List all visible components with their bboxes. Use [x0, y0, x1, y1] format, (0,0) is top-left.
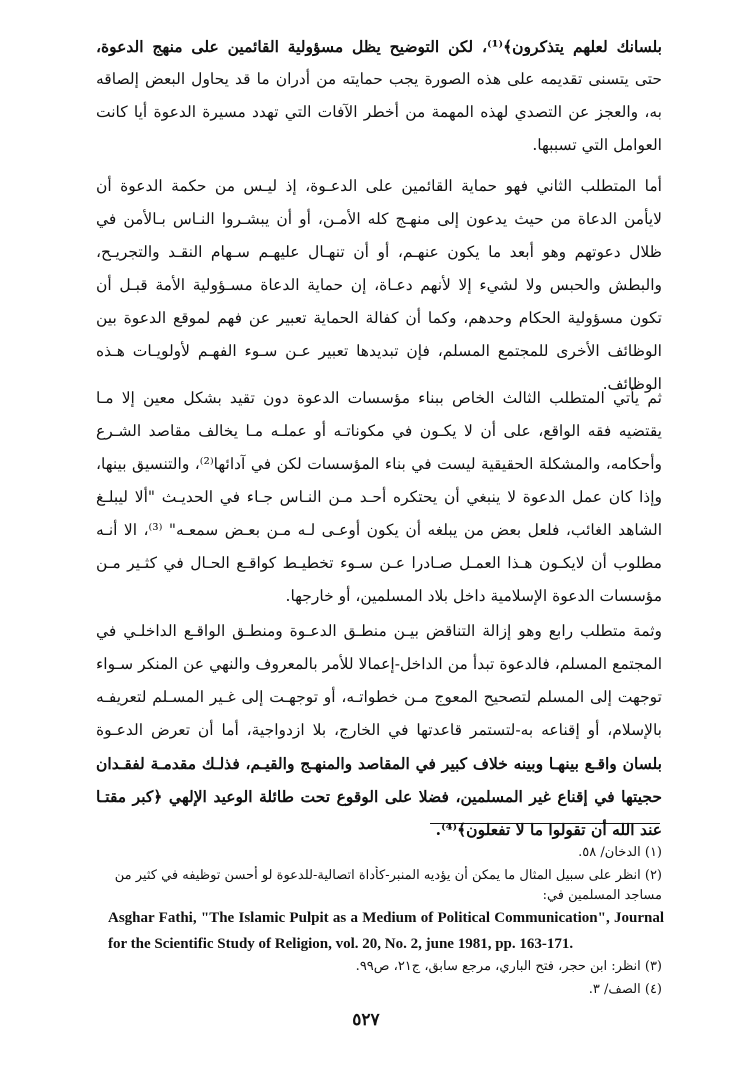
text-line: حجيتها في إقناع غير المسلمين، فضلا على الوقوع تحت طائلة الوعيد الإلهي ﴿كبر مقتـا: [96, 787, 662, 806]
text-line: به، والعجز عن التصدي لهذه المهمة من أخطر الآفات التي تهدد مسيرة الدعوة أيا كانت: [96, 103, 662, 121]
text-line: أما المتطلب الثاني فهو حماية القائمين على الدعـوة، إذ ليـس من حكمة الدعوة أن: [96, 177, 662, 195]
footnote-2-reference-line-1: Asghar Fathi, "The Islamic Pulpit as a Medium of Political Communication", Journal: [108, 910, 664, 926]
text-line: الشاهد الغائب، فلعل بعض من يبلغه أن يكون أوعـى لـه مـن بعـض سمعـه" ⁽³⁾، الا أنـه: [96, 521, 662, 539]
text-line: وإذا كان عمل الدعوة لا ينبغي أن يحتكره أحـد مـن النـاس جـاء في الحديـث "ألا ليبلـغ: [96, 488, 662, 506]
text-line: توجهت إلى المسلم لتصحيح المعوج مـن خطواتـه، أو توجهـت إلى غـير المسـلم لتعريفـه: [96, 688, 662, 706]
text-line: والبطش والحبس ولا لشيء إلا لأنهم دعـاة، إن حماية الدعاة مسـؤولية الأمة قبـل أن: [96, 276, 662, 294]
footnote-1: (١) الدخان/ ٥٨.: [578, 845, 662, 860]
text-line: لايأمن الدعاة من حيث يدعون إلى منهـج كله الأمـن، أو أن يبشـروا النـاس بـالأمن في: [96, 210, 662, 228]
paragraph-3: [96, 382, 662, 613]
text-line: عند الله أن تقولوا ما لا تفعلون﴾⁽⁴⁾.: [435, 820, 662, 839]
paragraph-2: [96, 170, 662, 401]
text-line: وثمة متطلب رابع وهو إزالة التناقض بيـن منطـق الدعـوة ومنطـق الواقـع الداخلـي في: [96, 622, 662, 640]
text-line: ظلال دعوتهم وهو أبعد ما يكون عنهـم، أو أن تنهـال عليهـم سـهام النقـد والتجريـح،: [96, 243, 662, 261]
text-line: الوظائف الأخرى للمجتمع المسلم، فإن تبديدها تعبير عـن سـوء الفهـم لأولويـات هـذه: [96, 342, 662, 360]
page-number: ٥٢٧: [352, 1010, 380, 1030]
text-line: وأحكامه، والمشكلة الحقيقية ليست في بناء المؤسسات لكن في آدائها⁽²⁾، والتنسيق بينها،: [96, 455, 662, 473]
paragraph-1: [96, 30, 662, 162]
footnote-4: (٤) الصف/ ٣.: [588, 982, 662, 997]
text-line: يقتضيه فقه الواقع، على أن لا يكـون في مكوناتـه أو عملـه مـا يخالف مقاصد الشـرع: [96, 422, 662, 440]
text-line: الوظائف.: [602, 375, 662, 393]
text-line: العوامل التي تسببها.: [532, 136, 662, 154]
footnote-2-reference-line-2: for the Scientific Study of Religion, vol. 20, No. 2, june 1981, pp. 163-171.: [108, 936, 574, 952]
text-line: تكون مسؤولية الحكام وحدهم، وكما أن كفالة الحماية تعبير عن فهم لموقع الدعوة بين: [96, 309, 662, 327]
text-line: بلسانك لعلهم يتذكرون﴾⁽¹⁾، لكن التوضيح يظل مسؤولية القائمين على منهج الدعوة،: [96, 37, 662, 56]
paragraph-4: [96, 615, 662, 846]
text-line: ثم يأتي المتطلب الثالث الخاص ببناء مؤسسات الدعوة دون تقيد بشكل معين إلا مـا: [96, 389, 662, 407]
footnote-2: (٢) انظر على سبيل المثال ما يمكن أن يؤديه المنبر-كأداة اتصالية-للدعوة لو أحسن توظيفه في كثير من: [114, 868, 662, 883]
text-line: مؤسسات الدعوة الإسلامية داخل بلاد المسلمين، أو خارجها.: [285, 587, 662, 605]
footnote-3: (٣) انظر: ابن حجر، فتح الباري، مرجع سابق، ج٢١، ص٩٩.: [355, 959, 662, 974]
text-line: حتى يتسنى تقديمه على هذه الصورة يجب حمايته من أدران ما قد يحاول البعض إلصاقه: [96, 70, 662, 88]
text-line: مطلوب أن لايكـون هـذا العمـل صـادرا عـن سـوء تخطيـط كواقـع الحـال في كثـير مـن: [96, 554, 662, 572]
footnote-separator: [430, 823, 660, 824]
footnote-2-continued: مساجد المسلمين في:: [542, 888, 662, 903]
text-line: بلسان واقـع بينهـا وبينه خلاف كبير في المقاصد والمنهـج والقيـم، فذلـك مقدمـة لفقـدان: [96, 754, 662, 773]
text-line: المجتمع المسلم، فالدعوة تبدأ من الداخل-إعمالا للأمر بالمعروف والنهي عن المنكر سـواء: [96, 655, 662, 673]
text-line: بالإسلام، أو إقناعه به-لتستمر قاعدتها في الخارج، بلا ازدواجية، أما أن تعرض الدعـوة: [96, 721, 662, 739]
